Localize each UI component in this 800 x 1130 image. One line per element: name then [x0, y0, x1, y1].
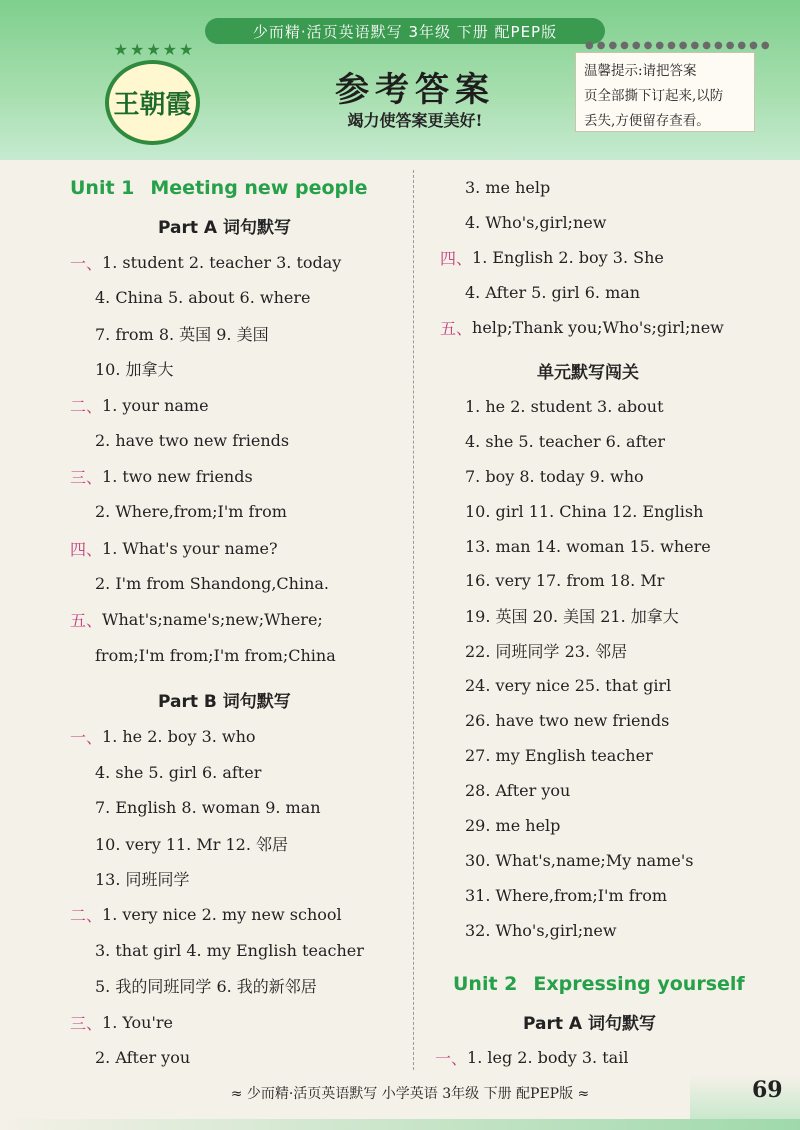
answer-line — [95, 861, 190, 896]
review-title: 单元默写闯关 — [537, 362, 639, 383]
answer-line — [70, 459, 253, 494]
answer-text: 28. After you — [465, 781, 571, 800]
answer-line — [465, 170, 550, 205]
answer-line — [70, 719, 256, 754]
review-line — [465, 633, 627, 668]
answer-text: 4. China 5. about 6. where — [95, 288, 311, 307]
review-line — [465, 843, 693, 878]
answer-text: 10. very 11. Mr 12. 邻居 — [95, 835, 288, 854]
answer-text: 1. leg 2. body 3. tail — [467, 1048, 629, 1067]
answer-line — [95, 968, 317, 1003]
unit-name: Meeting new people — [150, 177, 368, 199]
answer-text: 1. two new friends — [102, 467, 253, 486]
answer-text: 32. Who's,girl;new — [465, 921, 617, 940]
answer-text: 19. 英国 20. 美国 21. 加拿大 — [465, 607, 679, 626]
answer-line — [465, 205, 606, 240]
answer-text: What's;name's;new;Where; — [102, 610, 323, 629]
answer-line — [95, 826, 288, 861]
review-line — [465, 598, 679, 633]
answer-line — [95, 1040, 190, 1075]
answer-text: 1. student 2. teacher 3. today — [102, 253, 342, 272]
unit-heading — [453, 966, 745, 1002]
unit-name: Expressing yourself — [533, 973, 745, 995]
review-line — [465, 424, 665, 459]
answer-line — [70, 388, 209, 423]
answer-line — [70, 531, 278, 566]
page-number: 69 — [752, 1077, 783, 1103]
section-number: 三、 — [70, 468, 103, 487]
answer-line — [435, 1040, 628, 1075]
answer-line — [465, 275, 640, 310]
answer-line — [95, 566, 329, 601]
answer-line — [95, 280, 310, 315]
section-number: 五、 — [440, 319, 473, 338]
answer-line — [70, 602, 323, 637]
answer-text: 3. me help — [465, 178, 551, 197]
answer-line — [70, 1005, 173, 1040]
answer-line — [70, 245, 341, 280]
answer-text: 10. girl 11. China 12. English — [465, 502, 704, 521]
answer-text: 5. 我的同班同学 6. 我的新邻居 — [95, 977, 317, 996]
review-line — [465, 913, 617, 948]
page-subtitle: 竭力使答案更美好! — [347, 111, 483, 130]
review-line — [465, 459, 644, 494]
review-line — [465, 808, 560, 843]
answer-line — [95, 933, 364, 968]
part-a-title: Part A 词句默写 — [158, 217, 291, 238]
tip-box — [575, 52, 755, 132]
unit-heading — [70, 170, 368, 206]
review-line — [465, 738, 653, 773]
section-number: 二、 — [70, 906, 103, 925]
answer-text: 26. have two new friends — [465, 711, 670, 730]
brand-logo: 王朝霞 — [105, 60, 200, 145]
section-number: 二、 — [70, 397, 103, 416]
answer-line — [440, 310, 724, 345]
answer-text: 4. she 5. teacher 6. after — [465, 432, 666, 451]
unit-number: Unit 1 — [70, 177, 135, 199]
answer-text: 1. What's your name? — [102, 539, 278, 558]
answer-text: 2. After you — [95, 1048, 191, 1067]
answer-line — [95, 790, 321, 825]
answer-text: 10. 加拿大 — [95, 360, 174, 379]
answer-text: 7. boy 8. today 9. who — [465, 467, 644, 486]
answer-text: 7. from 8. 英国 9. 美国 — [95, 325, 269, 344]
review-line — [465, 563, 664, 598]
answer-text: 1. You're — [102, 1013, 173, 1032]
answer-text: 1. your name — [102, 396, 209, 415]
section-number: 五、 — [70, 611, 103, 630]
answer-line — [95, 755, 261, 790]
section-number: 一、 — [435, 1049, 468, 1068]
part-a-title: Part A 词句默写 — [523, 1013, 656, 1034]
section-number: 三、 — [70, 1014, 103, 1033]
answer-text: 3. that girl 4. my English teacher — [95, 941, 364, 960]
tip-line: 丢失,方便留存查看。 — [584, 113, 710, 129]
answer-text: 13. man 14. woman 15. where — [465, 537, 711, 556]
section-number: 四、 — [70, 540, 103, 559]
answer-line — [95, 638, 336, 673]
answer-text: 27. my English teacher — [465, 746, 653, 765]
answer-text: 1. English 2. boy 3. She — [472, 248, 664, 267]
answer-text: 2. Where,from;I'm from — [95, 502, 287, 521]
review-line — [465, 494, 703, 529]
answer-text: 4. Who's,girl;new — [465, 213, 607, 232]
review-line — [465, 389, 664, 424]
answer-text: 1. he 2. student 3. about — [465, 397, 664, 416]
answer-text: 16. very 17. from 18. Mr — [465, 571, 665, 590]
tip-line: 温馨提示:请把答案 — [584, 63, 697, 79]
answer-text: 1. very nice 2. my new school — [102, 905, 342, 924]
part-b-title: Part B 词句默写 — [158, 691, 291, 712]
section-number: 一、 — [70, 728, 103, 747]
review-line — [465, 878, 667, 913]
page-footer — [0, 1075, 800, 1130]
answer-line — [440, 240, 664, 275]
section-number: 一、 — [70, 254, 103, 273]
answer-text: 7. English 8. woman 9. man — [95, 798, 321, 817]
answer-text: 24. very nice 25. that girl — [465, 676, 672, 695]
answer-line — [95, 494, 287, 529]
answer-text: 1. he 2. boy 3. who — [102, 727, 256, 746]
answer-text: 31. Where,from;I'm from — [465, 886, 668, 905]
answer-line — [95, 316, 269, 351]
series-banner: 少而精·活页英语默写 3年级 下册 配PEP版 — [205, 18, 605, 44]
column-divider — [413, 170, 414, 1070]
answer-text: 2. have two new friends — [95, 431, 290, 450]
answer-text: 29. me help — [465, 816, 561, 835]
footer-caption: ≈ 少而精·活页英语默写 小学英语 3年级 下册 配PEP版 ≈ — [230, 1086, 590, 1102]
binding-holes-icon: ●●●●●●●●●●●●●●●● — [585, 40, 773, 51]
tip-line: 页全部撕下订起来,以防 — [584, 88, 724, 104]
answer-line — [70, 897, 342, 932]
unit-number: Unit 2 — [453, 973, 518, 995]
answer-line — [95, 423, 289, 458]
answer-text: from;I'm from;I'm from;China — [95, 646, 336, 665]
answer-line — [95, 351, 174, 386]
review-line — [465, 773, 570, 808]
review-line — [465, 703, 669, 738]
answer-text: 2. I'm from Shandong,China. — [95, 574, 329, 593]
page-title: 参考答案 — [335, 70, 495, 110]
answer-text: 4. After 5. girl 6. man — [465, 283, 641, 302]
answer-text: 13. 同班同学 — [95, 870, 190, 889]
section-number: 四、 — [440, 249, 473, 268]
logo-stars-icon: ★★★★★ — [113, 40, 196, 59]
answer-text: 22. 同班同学 23. 邻居 — [465, 642, 628, 661]
page-header — [0, 0, 800, 160]
answer-text: 30. What's,name;My name's — [465, 851, 694, 870]
review-line — [465, 529, 711, 564]
answer-text: 4. she 5. girl 6. after — [95, 763, 262, 782]
answer-text: help;Thank you;Who's;girl;new — [472, 318, 724, 337]
review-line — [465, 668, 671, 703]
footer-strip — [0, 1119, 800, 1130]
